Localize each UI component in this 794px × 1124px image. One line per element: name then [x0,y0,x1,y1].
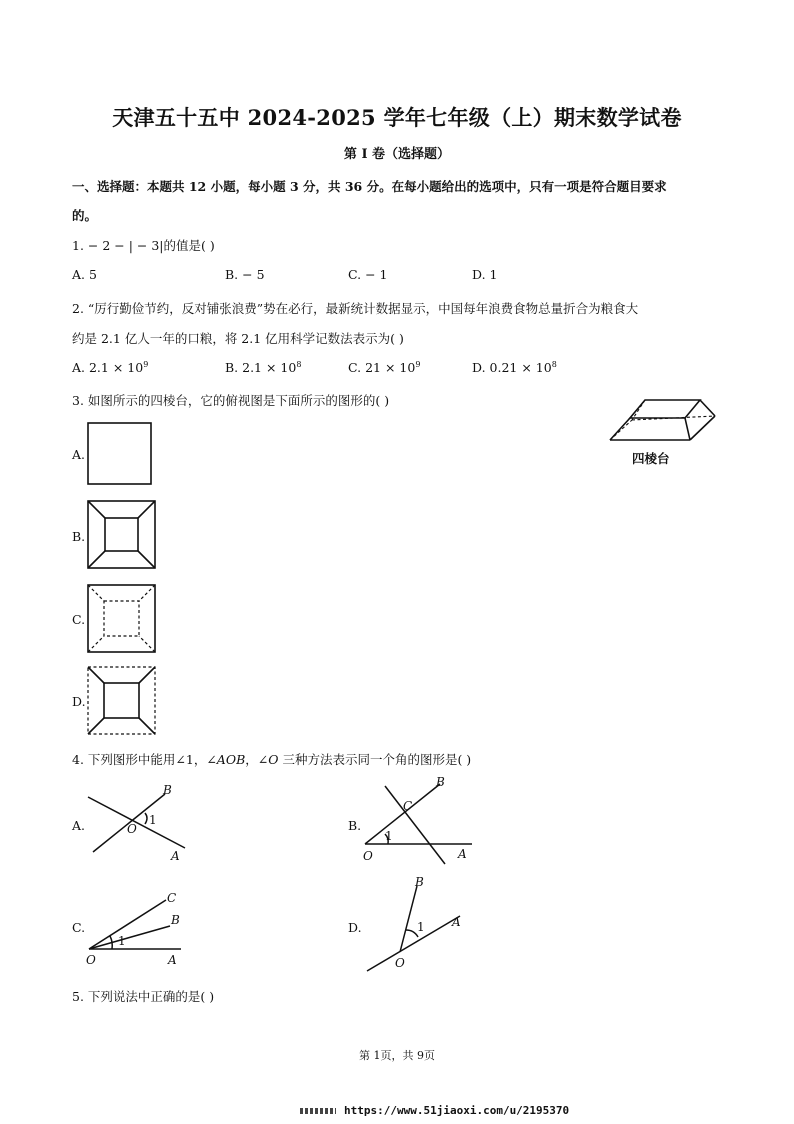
svg-text:A: A [168,953,177,967]
question-4-option-a-figure [85,782,195,862]
svg-text:1: 1 [118,934,126,948]
svg-text:B: B [163,783,172,797]
question-3-option-b-label: B. [72,529,86,544]
watermark [300,1104,569,1117]
exam-title: 天津五十五中 2024-2025 学年七年级（上）期末数学试卷 [112,105,682,130]
question-4-option-b-label: B. [348,818,362,833]
svg-text:C: C [403,799,413,813]
question-4-option-c-label: C. [72,920,86,935]
question-2-option-b: B. $2.1 \times 10^8$ [225,359,302,375]
question-1-option-d: D. 1 [472,267,498,282]
question-3-option-d-figure [87,666,157,736]
question-2-stem-line2: 约是 2.1 亿人一年的口粮，将 2.1 亿用科学记数法表示为( ) [72,331,404,346]
svg-text:A: A [458,847,467,861]
question-1-option-a: A. 5 [72,267,97,282]
frustum-caption: 四棱台 [632,451,670,466]
question-3-option-a-figure [87,422,153,486]
question-4-option-b-figure [360,774,480,874]
question-3-stem: 3. 如图所示的四棱台，它的俯视图是下面所示的图形的( ) [72,393,390,408]
svg-text:1: 1 [149,813,157,827]
part-title: 第 I 卷（选择题） [343,147,451,162]
question-4-option-d-figure [362,874,472,974]
question-4-stem: 4. 下列图形中能用∠1，∠𝐴𝑂𝐵，∠𝑂 三种方法表示同一个角的图形是( ) [72,752,472,767]
page-footer: 第 1页，共 9页 [359,1049,435,1062]
watermark-mark [300,1108,336,1114]
question-2-option-d: D. $0.21 \times 10^8$ [472,359,557,375]
question-1-option-c: C. − 1 [348,267,388,282]
question-1-option-b: B. − 5 [225,267,265,282]
question-3-option-b-figure [87,500,157,570]
svg-text:B: B [171,913,180,927]
svg-text:O: O [395,956,405,970]
question-3-option-c-figure [87,584,157,654]
section-instructions-line2: 的。 [72,208,98,223]
svg-text:1: 1 [385,829,393,843]
question-4-option-d-label: D. [348,920,362,935]
svg-text:O: O [86,953,96,967]
svg-text:O: O [127,822,137,836]
svg-text:O: O [363,849,373,863]
question-4-option-c-figure [84,884,194,969]
question-5-stem: 5. 下列说法中正确的是( ) [72,989,215,1004]
svg-text:A: A [171,849,180,863]
question-3-option-c-label: C. [72,612,86,627]
question-1-stem: 1. − 2 − | − 3|的值是( ) [72,238,215,253]
question-3-option-a-label: A. [72,447,86,462]
watermark-url: https://www.51jiaoxi.com/u/2195370 [344,1104,570,1117]
question-4-option-a-label: A. [72,818,86,833]
question-3-option-d-label: D. [72,694,86,709]
section-instructions-line1: 一、选择题：本题共 12 小题，每小题 3 分，共 36 分。在每小题给出的选项中，只有一项是符合题目要求 [72,179,667,194]
svg-text:C: C [167,891,177,905]
question-2-option-c: C. $21 \times 10^9$ [348,359,421,375]
svg-text:A: A [452,915,461,929]
question-2-option-a: A. $2.1 \times 10^9$ [72,359,149,375]
svg-text:B: B [436,775,445,789]
question-2-stem-line1: 2. “厉行勤俭节约，反对铺张浪费”势在必行，最新统计数据显示，中国每年浪费食物总量折合为粮食大 [72,301,639,316]
svg-text:B: B [415,875,424,889]
svg-text:1: 1 [417,920,425,934]
